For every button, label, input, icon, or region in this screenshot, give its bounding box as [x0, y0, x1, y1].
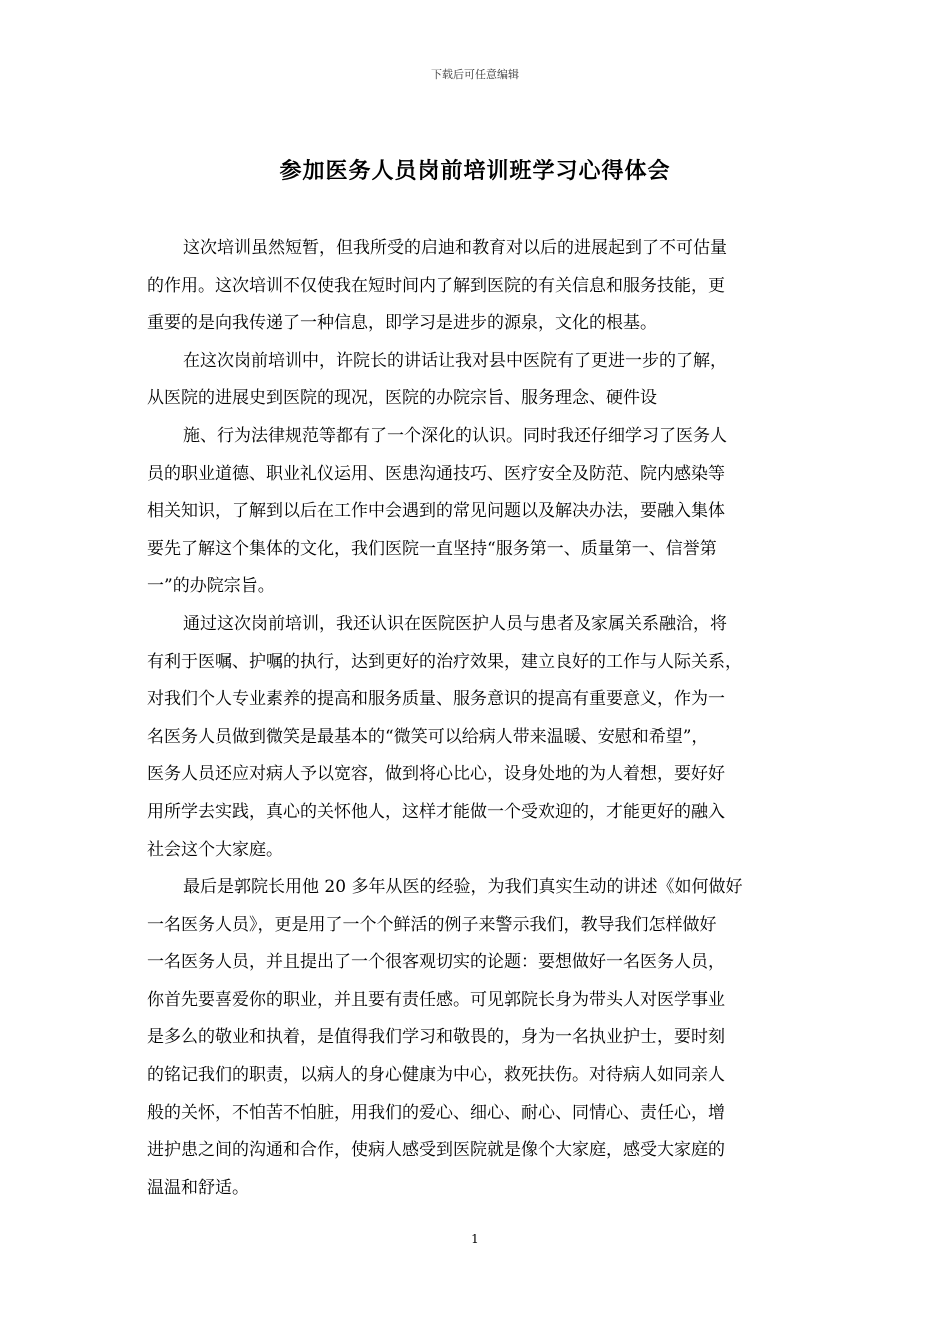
text-line: 通过这次岗前培训，我还认识在医院医护人员与患者及家属关系融洽，将	[183, 613, 727, 634]
text-line: 这次培训虽然短暂，但我所受的启迪和教育对以后的进展起到了不可估量	[183, 238, 727, 258]
text-line: 医务人员还应对病人予以宽容，做到将心比心，设身处地的为人着想，要好好	[147, 764, 725, 785]
text-line: 对我们个人专业素养的提高和服务质量、服务意识的提高有重要意义，作为一	[147, 689, 725, 710]
text-line: 社会这个大家庭。	[147, 839, 283, 860]
text-line: 你首先要喜爱你的职业，并且要有责任感。可见郭院长身为带头人对医学事业	[147, 989, 725, 1010]
page-number: 1	[471, 1232, 479, 1246]
text-line: 重要的是向我传递了一种信息，即学习是进步的源泉，文化的根基。	[147, 313, 657, 334]
text-line: 施、行为法律规范等都有了一个深化的认识。同时我还仔细学习了医务人	[183, 425, 727, 446]
text-line: 温温和舒适。	[147, 1177, 249, 1198]
text-line: 的铭记我们的职责，以病人的身心健康为中心，救死扶伤。对待病人如同亲人	[147, 1065, 725, 1086]
text-line: 最后是郭院长用他 20 多年从医的经验，为我们真实生动的讲述《如何做好	[183, 877, 743, 898]
text-line: 般的关怀，不怕苦不怕脏，用我们的爱心、细心、耐心、同情心、责任心，增	[147, 1102, 725, 1123]
text-line: 从医院的进展史到医院的现况，医院的办院宗旨、服务理念、硬件设	[147, 388, 657, 409]
text-line: 一名医务人员》，更是用了一个个鲜活的例子来警示我们，教导我们怎样做好	[147, 914, 717, 935]
text-line: 一名医务人员，并且提出了一个很客观切实的论题：要想做好一名医务人员，	[147, 952, 725, 973]
text-line: 名医务人员做到微笑是最基本的“微笑可以给病人带来温暖、安慰和希望”，	[147, 726, 709, 747]
text-line: 要先了解这个集体的文化，我们医院一直坚持“服务第一、质量第一、信誉第	[147, 538, 717, 559]
text-line: 员的职业道德、职业礼仪运用、医患沟通技巧、医疗安全及防范、院内感染等	[147, 463, 725, 484]
text-line: 有利于医嘱、护嘱的执行，达到更好的治疗效果，建立良好的工作与人际关系，	[147, 651, 742, 672]
document-title: 参加医务人员岗前培训班学习心得体会	[279, 158, 671, 184]
text-line: 相关知识，了解到以后在工作中会遇到的常见问题以及解决办法，要融入集体	[147, 501, 725, 522]
text-line: 的作用。这次培训不仅使我在短时间内了解到医院的有关信息和服务技能，更	[147, 275, 725, 296]
text-line: 在这次岗前培训中，许院长的讲话让我对县中医院有了更进一步的了解，	[183, 350, 727, 371]
text-line: 用所学去实践，真心的关怀他人，这样才能做一个受欢迎的，才能更好的融入	[147, 801, 725, 822]
text-line: 进护患之间的沟通和合作，使病人感受到医院就是像个大家庭，感受大家庭的	[147, 1140, 725, 1161]
text-line: 一”的办院宗旨。	[147, 576, 275, 597]
text-line: 是多么的敬业和执着，是值得我们学习和敬畏的，身为一名执业护士，要时刻	[147, 1027, 725, 1048]
page-header-note: 下载后可任意编辑	[431, 68, 519, 81]
document-body	[147, 230, 815, 1207]
